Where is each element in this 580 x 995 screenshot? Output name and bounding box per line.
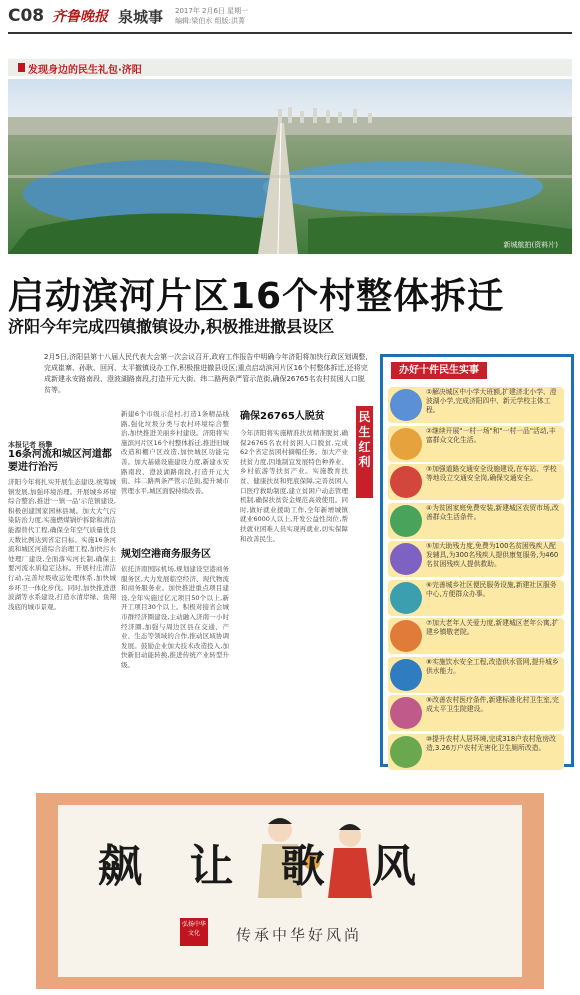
project-item-text: ⑤加大助残力度,免费为100名贫困残疾人配发辅具,为300名残疾人提供康复服务,为460名贫困残疾人提供救助。 xyxy=(426,542,559,568)
banner-text: 发现身边的民生礼包·济阳 xyxy=(28,65,142,76)
red-seal: 弘扬中华文化 xyxy=(180,918,208,946)
project-item xyxy=(388,464,564,500)
project-item xyxy=(388,503,564,539)
project-illustration-icon xyxy=(390,428,422,460)
banner-marker-icon xyxy=(18,63,25,72)
ad-motto: 传承中华好风尚 xyxy=(236,926,363,944)
project-item-text: ⑨改善农村医疗条件,新建标准化村卫生室,完成太平卫生院建设。 xyxy=(426,696,559,713)
page-number: C08 xyxy=(8,6,45,26)
project-item xyxy=(388,618,564,654)
side-tag: 民生红利 xyxy=(356,406,373,498)
projects-box xyxy=(380,354,574,767)
article-column-1 xyxy=(8,448,116,783)
projects-box-title: 办好十件民生实事 xyxy=(391,362,487,379)
subheadline: 济阳今年完成四镇撤镇设办,积极推进撤县设区 xyxy=(8,317,335,336)
project-item-text: ⑩提升农村人居环境,完成318户农村危房改造,3.26万户农村无害化卫生厕所改造。 xyxy=(426,734,556,752)
column-text: 济阳今年将扎实开展生态建设,统筹城镇发展,加强环境治理。开展城乡环境综合整治,推进'一镇一品'示范镇建设,积极创建国家园林县城。加大大气污染防治力度,实施燃煤锅炉拆除和清洁能源替代工程,确保全年空气质量优良天数比例达到省定目标。实施16条河流和城区河道综合治理工程,加快污水处理厂建设,全面落实河长制,确保主要河流水质稳定达标。开展村庄清洁行动,完善垃圾收运处理体系,加快城乡环卫一体化步伐。同时,加快推进澄波湖等水系建设,打造水清岸绿、鱼翔浅底的城市景观。 xyxy=(8,478,116,611)
project-item-text: ③加强道路交通安全设施建设,在车站、学校等地设立交通安全岗,确保交通安全。 xyxy=(426,465,557,482)
section-title: 泉城事 xyxy=(118,8,164,26)
project-item xyxy=(388,541,564,577)
aerial-photo-image xyxy=(8,79,572,254)
column-text: 依托济南国际机场,规划建设空港商务服务区,大力发展临空经济、现代物流和商务服务业。加快推进重点项目建设,全年实施过亿元项目50个以上,新开工项目30个以上。积极对接省会城市群经济圈建设,主动融入济南一小时经济圈,加强与周边区县在交通、产业、生态等领域的合作,推动区域协调发展。鼓励企业加大技术改造投入,加快新旧动能转换,推进传统产业转型升级。 xyxy=(121,565,229,669)
header-divider xyxy=(8,32,572,34)
project-illustration-icon xyxy=(390,582,422,614)
project-item-text: ①解决城区中小学大班额,扩建济北小学、澄波湖小学,完成济阳四中、新元学校主体工程。 xyxy=(426,388,557,414)
project-item-text: ⑥完善城乡社区便民服务设施,新建社区服务中心,方便群众办事。 xyxy=(426,580,557,598)
article-column-3 xyxy=(240,410,348,764)
headline: 启动滨河片区16个村整体拆迁 xyxy=(8,276,505,317)
project-item xyxy=(388,387,564,423)
project-illustration-icon xyxy=(390,389,422,421)
article-column-2 xyxy=(121,410,229,755)
project-item xyxy=(388,580,564,616)
project-illustration-icon xyxy=(390,736,422,768)
column-heading: 16条河流和城区河道都要进行治污 xyxy=(8,449,112,473)
column-heading: 规划空港商务服务区 xyxy=(121,549,211,560)
project-illustration-icon xyxy=(390,620,422,652)
photo-caption: 新城航拍(资料片) xyxy=(503,241,558,249)
issue-meta xyxy=(175,6,248,26)
project-item-text: ⑦加大老年人关爱力度,新建城区老年公寓,扩建乡镇敬老院。 xyxy=(426,619,559,636)
project-illustration-icon xyxy=(390,466,422,498)
project-illustration-icon xyxy=(390,505,422,537)
project-item xyxy=(388,426,564,462)
project-illustration-icon xyxy=(390,697,422,729)
lead-paragraph: 2月5日,济阳县第十八届人民代表大会第一次会议召开,政府工作报告中明确今年济阳将加快行政区划调整,完成崔寨、孙耿、回河、太平撤镇设办工作,积极推进撤县设区;重点启动滨河片区16个村整体拆迁,还将完成新建永安路南段、澄波湖路南段,打造开元大街、纬二路两条严管示范街,确保26765名农村贫困人口脱贫等。 xyxy=(44,353,368,394)
project-item-text: ⑧实施饮水安全工程,改造供水管网,提升城乡供水能力。 xyxy=(426,657,559,675)
project-illustration-icon xyxy=(390,659,422,691)
project-item xyxy=(388,657,564,693)
issue-date: 2017年 2月6日 星期一 xyxy=(175,7,249,15)
column-text: 新建6个市级示范村,打造1条精品线路,强化垃圾分类与农村环境综合整治,加快推进美丽乡村建设。济阳将实施滨河片区16个村整体拆迁,推进旧城改造和棚户区改造,加快城区功能完善。加大基础设施建设力度,新建永安路南段、澄波湖路南段,打造开元大街、纬二路两条严管示范街,提升城市管理水平,城区面貌持续改善。 xyxy=(121,410,229,495)
project-item xyxy=(388,734,564,770)
project-item xyxy=(388,695,564,731)
project-item-text: ④为贫困家庭免费安装,新建城区农贸市场,改善群众生活条件。 xyxy=(426,503,559,521)
byline: 本报记者 杨擎 xyxy=(8,441,53,449)
section-banner xyxy=(8,59,572,76)
column-text: 今年济阳将实施精准扶贫精准脱贫,确保26765名农村贫困人口脱贫,完成62个省定贫困村摘帽任务。加大产业扶贫力度,因地制宜发展特色种养业、乡村旅游等扶贫产业。实施教育扶贫、健康扶贫和兜底保障,完善贫困人口医疗救助制度,建立贫困户动态管理机制,确保扶贫资金规范高效使用。同时,做好就业援助工作,全年新增城镇就业6000人以上,开发公益性岗位,帮扶就业困难人员实现再就业,切实保障和改善民生。 xyxy=(240,429,348,543)
issue-editors: 编辑:梁伯水 组版:洪菁 xyxy=(175,17,245,25)
column-heading: 确保26765人脱贫 xyxy=(240,411,325,422)
publication-logo: 齐鲁晚报 xyxy=(52,9,108,25)
calligraphy: 飙 让 歌 风 xyxy=(98,841,432,892)
project-item-text: ②继续开展"一村一场"和"一村一品"活动,丰富群众文化生活。 xyxy=(426,426,556,444)
aerial-photo xyxy=(8,79,572,254)
project-illustration-icon xyxy=(390,543,422,575)
